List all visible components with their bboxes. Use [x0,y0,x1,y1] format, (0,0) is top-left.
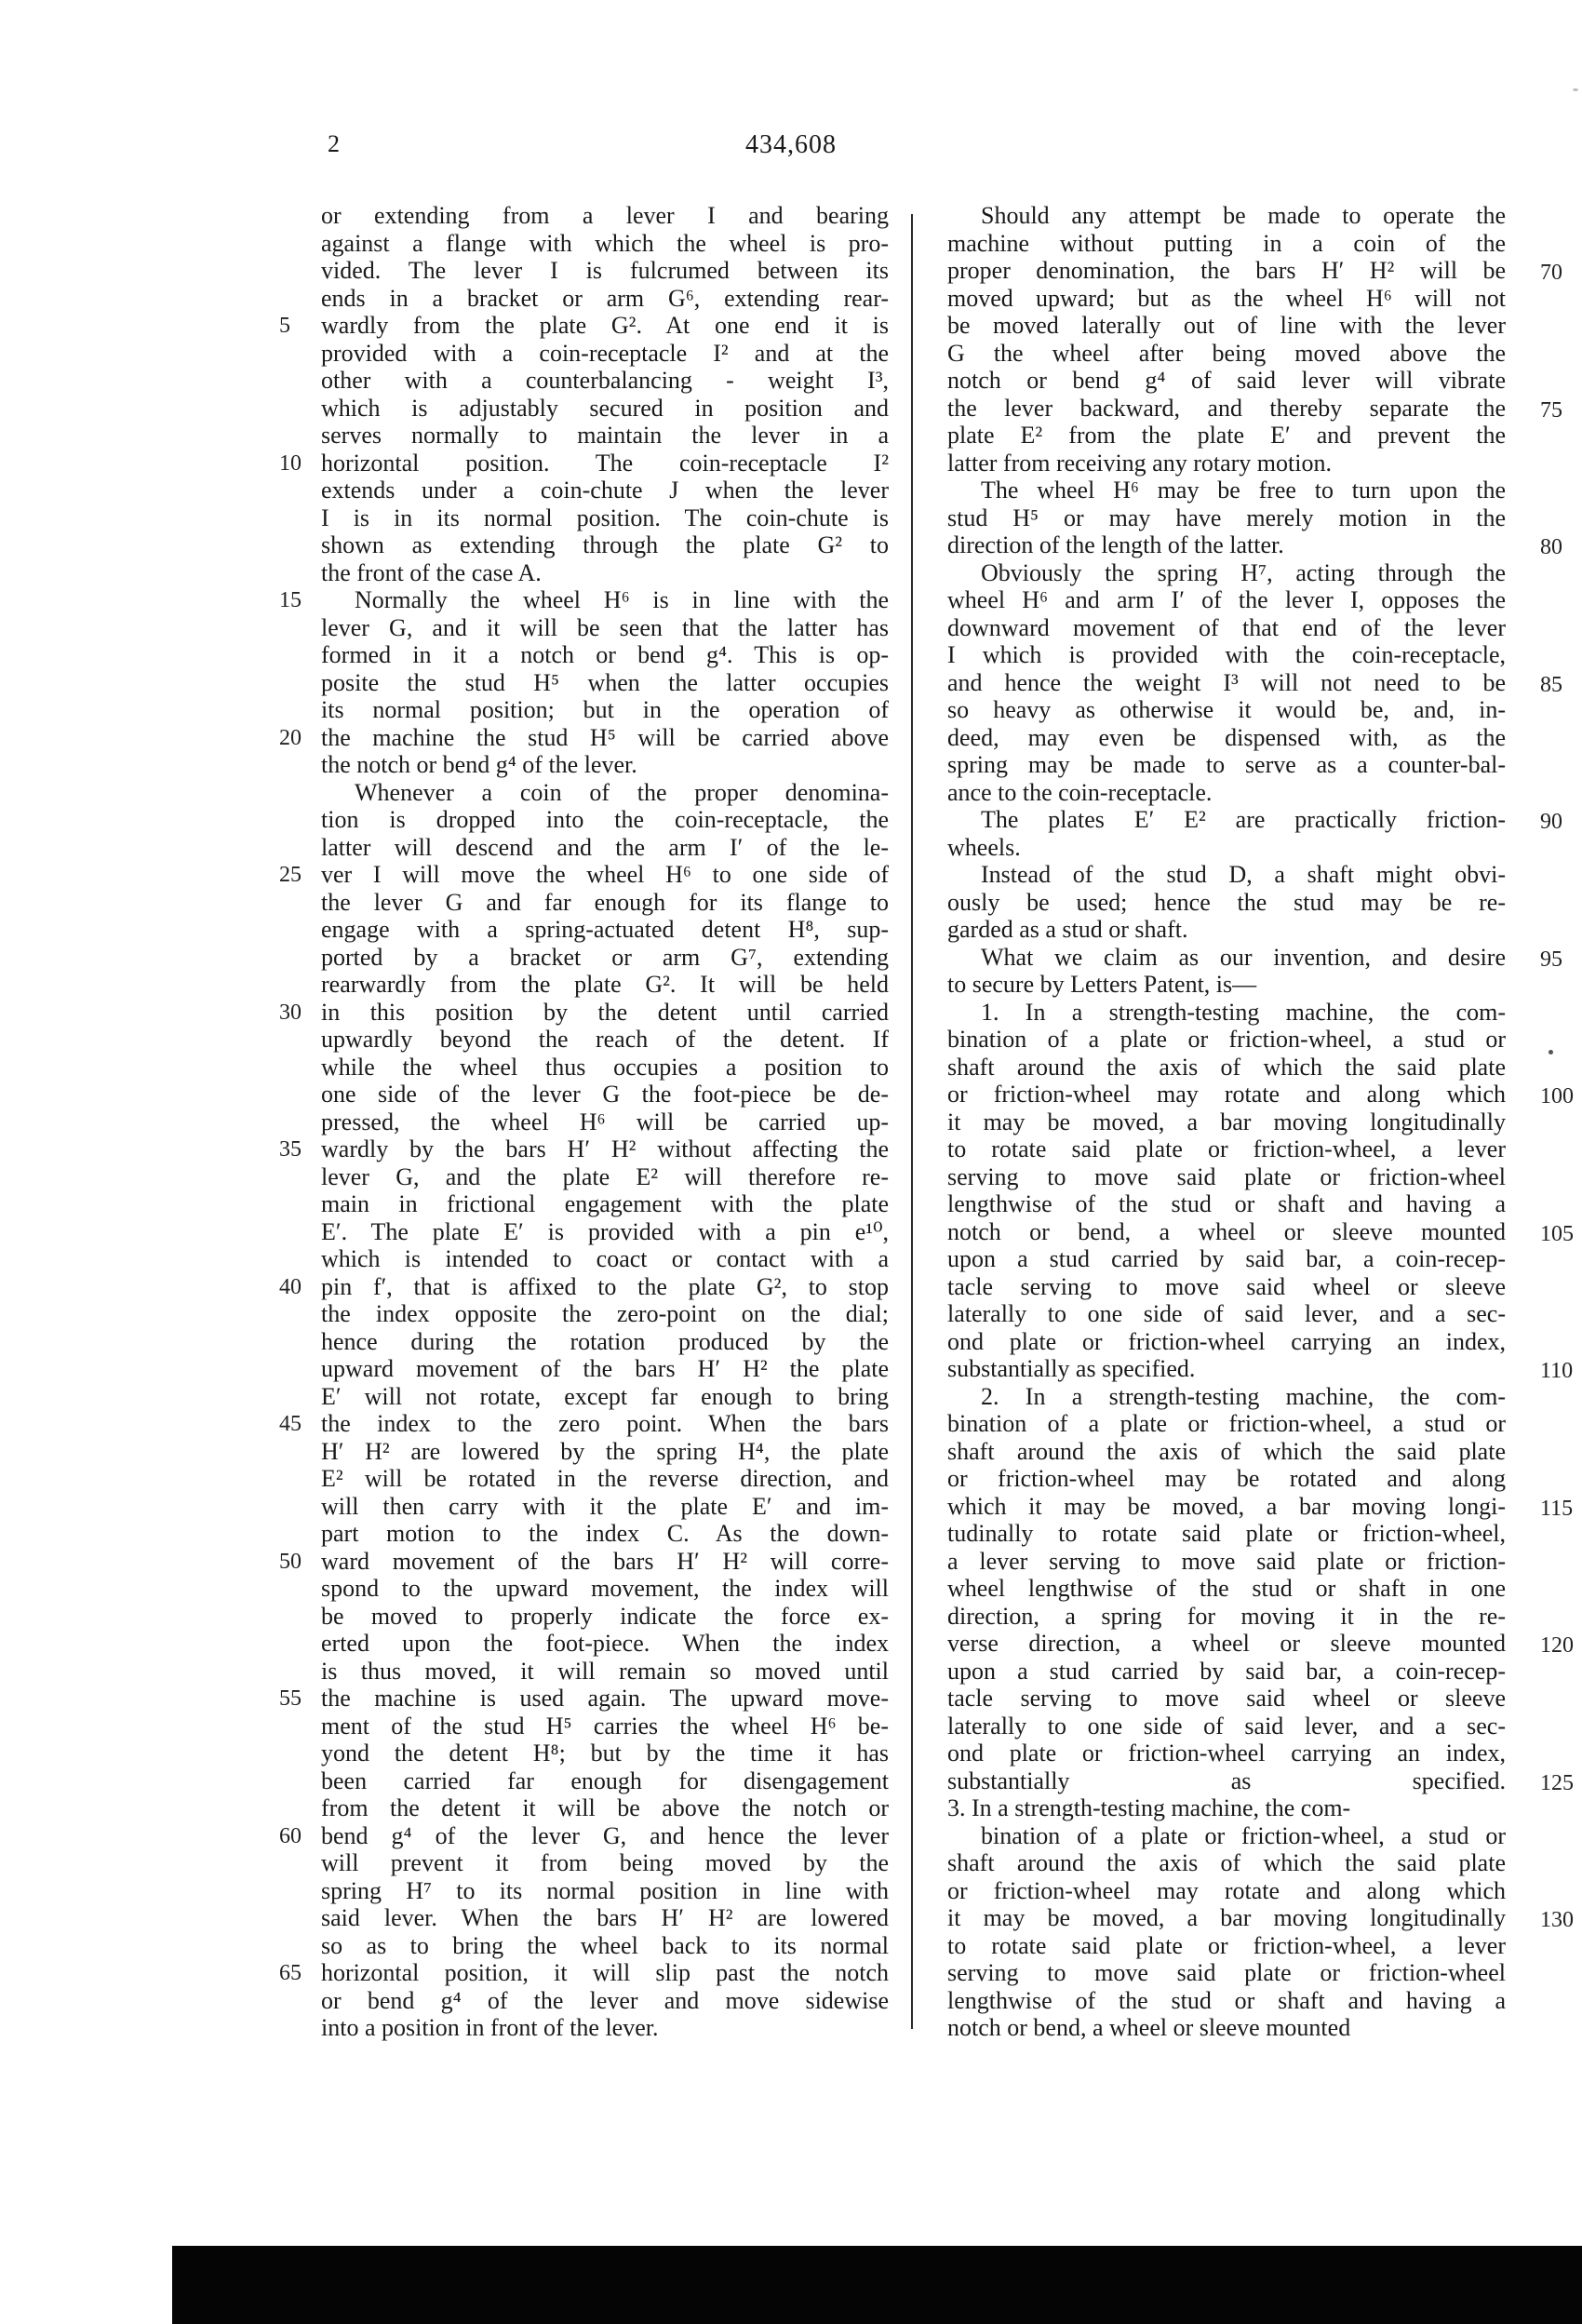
text-line: so as to bring the wheel back to its normal [321,1931,889,1959]
text-line: its normal position; but in the operation of [321,696,889,723]
text-line: Instead of the stud D, a shaft might obvi- [981,861,1506,888]
text-line: ment of the stud H⁵ carries the wheel H⁶ be- [321,1712,889,1740]
left-text-column [321,202,889,2042]
text-line: yond the detent H⁸; but by the time it has [321,1740,889,1767]
text-line: ously be used; hence the stud may be re- [947,888,1506,916]
text-line: been carried far enough for disengagement [321,1767,889,1794]
text-line: vided. The lever I is fulcrumed between its [321,257,889,284]
text-line: shown as extending through the plate G² to [321,531,889,558]
text-line: the lever backward, and thereby separate the [947,394,1506,422]
text-line: latter from receiving any rotary motion. [947,449,1332,477]
text-line: 2. In a strength-testing machine, the com- [981,1382,1506,1410]
text-line: or extending from a lever I and bearing [321,202,889,229]
text-line: to secure by Letters Patent, is— [947,971,1257,998]
text-line: upon a stud carried by said bar, a coin-recep- [947,1657,1506,1685]
text-line: it may be moved, a bar moving longitudinally [947,1108,1506,1135]
text-line: or friction-wheel may rotate and along which [947,1876,1506,1904]
line-number: 45 [279,1412,302,1436]
text-line: upwardly beyond the reach of the detent. If [321,1026,889,1053]
text-line: wheel lengthwise of the stud or shaft in one [947,1575,1506,1602]
text-line: extends under a coin-chute J when the lever [321,477,889,504]
text-line: tacle serving to move said wheel or sleeve [947,1272,1506,1300]
text-line: bination of a plate or friction-wheel, a stud or [947,1410,1506,1437]
text-line: Whenever a coin of the proper denomina- [355,778,889,806]
text-line: tudinally to rotate said plate or friction-wheel, [947,1520,1506,1547]
text-line: formed in it a notch or bend g⁴. This is op- [321,641,889,668]
text-line: while the wheel thus occupies a position to [321,1053,889,1081]
text-line: shaft around the axis of which the said plate [947,1437,1506,1465]
text-line: the front of the case A. [321,558,542,586]
line-number: 95 [1540,947,1562,972]
line-number: 90 [1540,810,1562,834]
scan-speck [1573,88,1578,91]
text-line: The plates E′ E² are practically friction- [981,806,1506,833]
text-line: said lever. When the bars H′ H² are lowered [321,1904,889,1931]
text-line: Obviously the spring H⁷, acting through the [981,558,1506,586]
text-line: E² will be rotated in the reverse direction, and [321,1465,889,1492]
text-line: ported by a bracket or arm G⁷, extending [321,943,889,971]
line-number: 50 [279,1549,302,1574]
text-line: which is intended to coact or contact with a [321,1245,889,1272]
text-line: pin f′, that is affixed to the plate G², to stop [321,1272,889,1300]
text-line: pressed, the wheel H⁶ will be carried up- [321,1108,889,1135]
text-line: serving to move said plate or friction-wheel [947,1959,1506,1986]
text-line: latter will descend and the arm I′ of the le- [321,833,889,861]
text-line: H′ H² are lowered by the spring H⁴, the plate [321,1437,889,1465]
line-number: 15 [279,588,302,612]
text-line: be moved laterally out of line with the lever [947,312,1506,339]
line-number: 65 [279,1961,302,1985]
text-line: Normally the wheel H⁶ is in line with the [355,586,889,613]
text-line: which is adjustably secured in position and [321,394,889,422]
text-line: The wheel H⁶ may be free to turn upon the [981,477,1506,504]
text-line: Should any attempt be made to operate the [981,202,1506,229]
text-line: so heavy as otherwise it would be, and, in- [947,696,1506,723]
text-line: it may be moved, a bar moving longitudinally [947,1904,1506,1931]
text-line: horizontal position. The coin-receptacle I² [321,449,889,477]
column-divider [911,214,913,2029]
text-line: verse direction, a wheel or sleeve mounted [947,1630,1506,1657]
text-line: ond plate or friction-wheel carrying an index, [947,1740,1506,1767]
text-line: ends in a bracket or arm G⁶, extending rear- [321,284,889,312]
line-number: 40 [279,1274,302,1299]
text-line: E′ will not rotate, except far enough to bring [321,1382,889,1410]
line-number: 120 [1540,1633,1574,1658]
line-number: 105 [1540,1221,1574,1246]
text-line: or friction-wheel may be rotated and along [947,1465,1506,1492]
page-number: 2 [328,130,340,157]
text-line: What we claim as our invention, and desire [981,943,1506,971]
text-line: spond to the upward movement, the index will [321,1575,889,1602]
text-line: posite the stud H⁵ when the latter occupies [321,668,889,696]
text-line: shaft around the axis of which the said plate [947,1849,1506,1876]
text-line: laterally to one side of said lever, and a sec- [947,1300,1506,1327]
text-line: the machine the stud H⁵ will be carried above [321,723,889,751]
text-line: stud H⁵ or may have merely motion in the [947,504,1506,531]
text-line: 3. In a strength-testing machine, the com- [947,1794,1351,1821]
text-line: laterally to one side of said lever, and a sec- [947,1712,1506,1740]
text-line: main in frictional engagement with the plate [321,1190,889,1217]
text-line: shaft around the axis of which the said plate [947,1053,1506,1081]
line-number: 75 [1540,397,1562,423]
text-line: moved upward; but as the wheel H⁶ will not [947,284,1506,312]
text-line: direction of the length of the latter. [947,531,1284,558]
text-line: hence during the rotation produced by the [321,1327,889,1355]
text-line: will prevent it from being moved by the [321,1849,889,1876]
text-line: the lever G and far enough for its flange to [321,888,889,916]
text-line: provided with a coin-receptacle I² and at the [321,339,889,367]
text-line: into a position in front of the lever. [321,2014,659,2041]
text-line: machine without putting in a coin of the [947,229,1506,257]
text-line: proper denomination, the bars H′ H² will be [947,257,1506,284]
text-line: spring H⁷ to its normal position in line with [321,1876,889,1904]
text-line: ward movement of the bars H′ H² will corre- [321,1547,889,1575]
text-line: from the detent it will be above the notch or [321,1794,889,1821]
text-line: notch or bend g⁴ of said lever will vibrate [947,367,1506,394]
text-line: notch or bend, a wheel or sleeve mounted [947,2014,1351,2041]
text-line: ance to the coin-receptacle. [947,778,1213,806]
text-line: erted upon the foot-piece. When the index [321,1630,889,1657]
scan-speck [1548,1050,1553,1055]
line-number: 5 [279,314,290,338]
text-line: bend g⁴ of the lever G, and hence the lever [321,1821,889,1849]
line-number: 70 [1540,261,1562,285]
text-line: bination of a plate or friction-wheel, a stud or [981,1821,1506,1849]
text-line: 1. In a strength-testing machine, the com- [981,998,1506,1026]
text-line: other with a counterbalancing - weight I³, [321,367,889,394]
text-line: part motion to the index C. As the down- [321,1520,889,1547]
scan-border-bar [172,2246,1582,2324]
text-line: garded as a stud or shaft. [947,916,1188,943]
line-number: 30 [279,1000,302,1025]
text-line: wardly by the bars H′ H² without affecting the [321,1135,889,1162]
line-number: 130 [1540,1908,1574,1932]
line-number: 60 [279,1823,302,1848]
text-line: is thus moved, it will remain so moved until [321,1657,889,1685]
text-line: wheels. [947,833,1021,861]
line-number: 100 [1540,1084,1574,1108]
text-line: lengthwise of the stud or shaft and having a [947,1986,1506,2014]
line-number: 10 [279,450,302,476]
text-line: horizontal position, it will slip past the notch [321,1959,889,1986]
text-line: wardly from the plate G². At one end it is [321,312,889,339]
text-line: substantially as specified. [947,1767,1506,1794]
text-line: spring may be made to serve as a counter-bal- [947,751,1506,778]
text-line: which it may be moved, a bar moving longi- [947,1492,1506,1520]
text-line: one side of the lever G the foot-piece be de- [321,1081,889,1108]
line-number: 125 [1540,1770,1574,1795]
line-number: 80 [1540,535,1562,559]
line-number: 110 [1540,1359,1574,1383]
text-line: tacle serving to move said wheel or sleeve [947,1685,1506,1712]
text-line: a lever serving to move said plate or friction- [947,1547,1506,1575]
text-line: E′. The plate E′ is provided with a pin e¹⁰, [321,1217,889,1245]
text-line: to rotate said plate or friction-wheel, a lever [947,1931,1506,1959]
text-line: the index to the zero point. When the bars [321,1410,889,1437]
text-line: rearwardly from the plate G². It will be held [321,971,889,998]
text-line: serves normally to maintain the lever in a [321,422,889,449]
text-line: engage with a spring-actuated detent H⁸, sup- [321,916,889,943]
text-line: or friction-wheel may rotate and along which [947,1081,1506,1108]
line-number: 35 [279,1137,302,1162]
text-line: notch or bend, a wheel or sleeve mounted [947,1217,1506,1245]
text-line: lengthwise of the stud or shaft and having a [947,1190,1506,1217]
line-number: 20 [279,725,302,750]
text-line: to rotate said plate or friction-wheel, a lever [947,1135,1506,1162]
text-line: upon a stud carried by said bar, a coin-recep- [947,1245,1506,1272]
text-line: ond plate or friction-wheel carrying an index, [947,1327,1506,1355]
text-line: wheel H⁶ and arm I′ of the lever I, opposes the [947,586,1506,613]
line-number: 85 [1540,672,1562,697]
text-line: the index opposite the zero-point on the dial; [321,1300,889,1327]
text-line: tion is dropped into the coin-receptacle, the [321,806,889,833]
text-line: downward movement of that end of the lever [947,613,1506,641]
text-line: substantially as specified. [947,1355,1196,1382]
text-line: deed, may even be dispensed with, as the [947,723,1506,751]
text-line: ver I will move the wheel H⁶ to one side of [321,861,889,888]
right-text-column [947,202,1506,2042]
line-number: 55 [279,1686,302,1711]
text-line: the notch or bend g⁴ of the lever. [321,751,637,778]
text-line: plate E² from the plate E′ and prevent the [947,422,1506,449]
text-line: G the wheel after being moved above the [947,339,1506,367]
text-line: bination of a plate or friction-wheel, a stud or [947,1026,1506,1053]
line-number: 115 [1540,1496,1574,1521]
text-line: I is in its normal position. The coin-chute is [321,504,889,531]
text-line: against a flange with which the wheel is pro- [321,229,889,257]
text-line: upward movement of the bars H′ H² the plate [321,1355,889,1382]
text-line: lever G, and it will be seen that the latter has [321,613,889,641]
text-line: and hence the weight I³ will not need to be [947,668,1506,696]
text-line: direction, a spring for moving it in the re- [947,1602,1506,1630]
text-line: be moved to properly indicate the force ex- [321,1602,889,1630]
text-line: lever G, and the plate E² will therefore re- [321,1162,889,1190]
text-line: the machine is used again. The upward move- [321,1685,889,1712]
text-line: I which is provided with the coin-receptacle, [947,641,1506,668]
text-line: in this position by the detent until carried [321,998,889,1026]
patent-number: 434,608 [745,130,837,159]
text-line: serving to move said plate or friction-wheel [947,1162,1506,1190]
text-line: will then carry with it the plate E′ and im- [321,1492,889,1520]
text-line: or bend g⁴ of the lever and move sidewise [321,1986,889,2014]
line-number: 25 [279,863,302,887]
